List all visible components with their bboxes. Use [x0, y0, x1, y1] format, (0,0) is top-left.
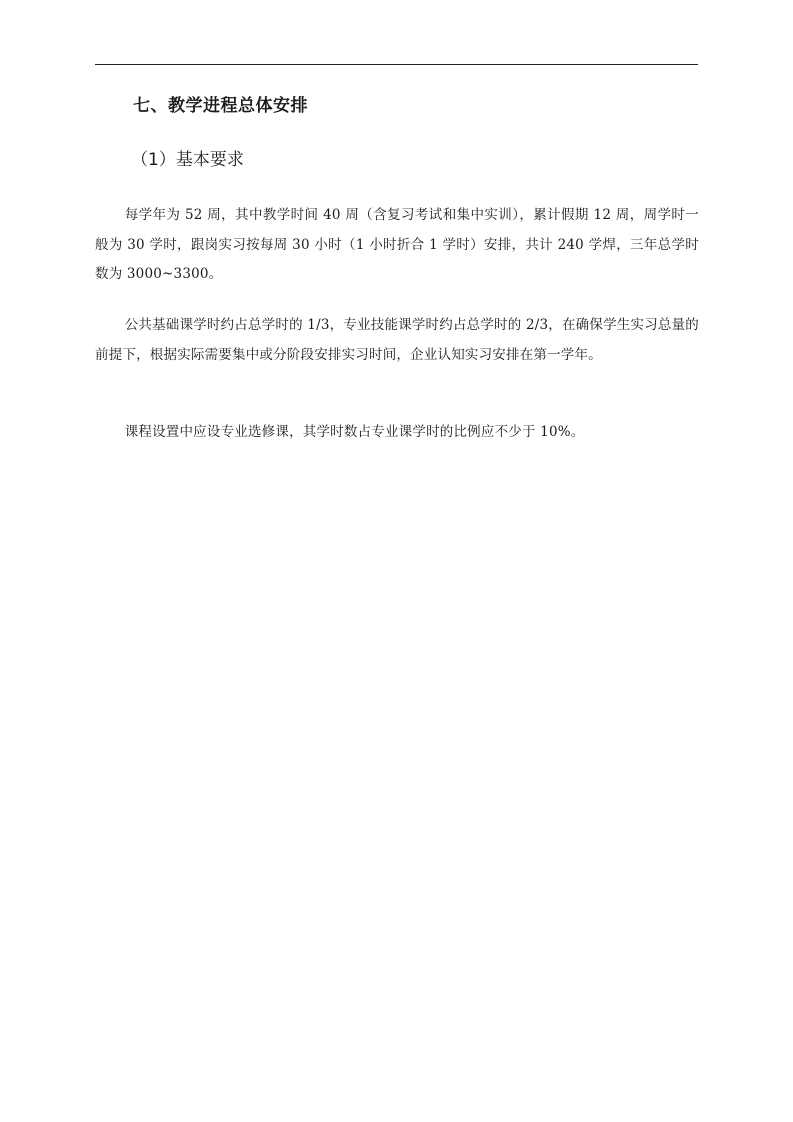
header-rule: [95, 64, 698, 65]
sub-heading: （1）基本要求: [131, 150, 244, 170]
paragraph-weeks-and-hours: 每学年为 52 周，其中教学时间 40 周（含复习考试和集中实训），累计假期 12 周，周学时一般为 30 学时，跟岗实习按每周 30 小时（1 小时折合 1 学时）安排，共计 240 学焊，三年总学时数为 3000~3300。: [95, 207, 699, 282]
paragraph-course-proportions: 公共基础课学时约占总学时的 1/3，专业技能课学时约占总学时的 2/3，在确保学生实习总量的前提下，根据实际需要集中或分阶段安排实习时间，企业认知实习安排在第一学年。: [95, 317, 699, 363]
paragraph-electives: 课程设置中应设专业选修课，其学时数占专业课学时的比例应不少于 10%。: [124, 424, 585, 440]
section-heading: 七、教学进程总体安排: [133, 96, 308, 116]
